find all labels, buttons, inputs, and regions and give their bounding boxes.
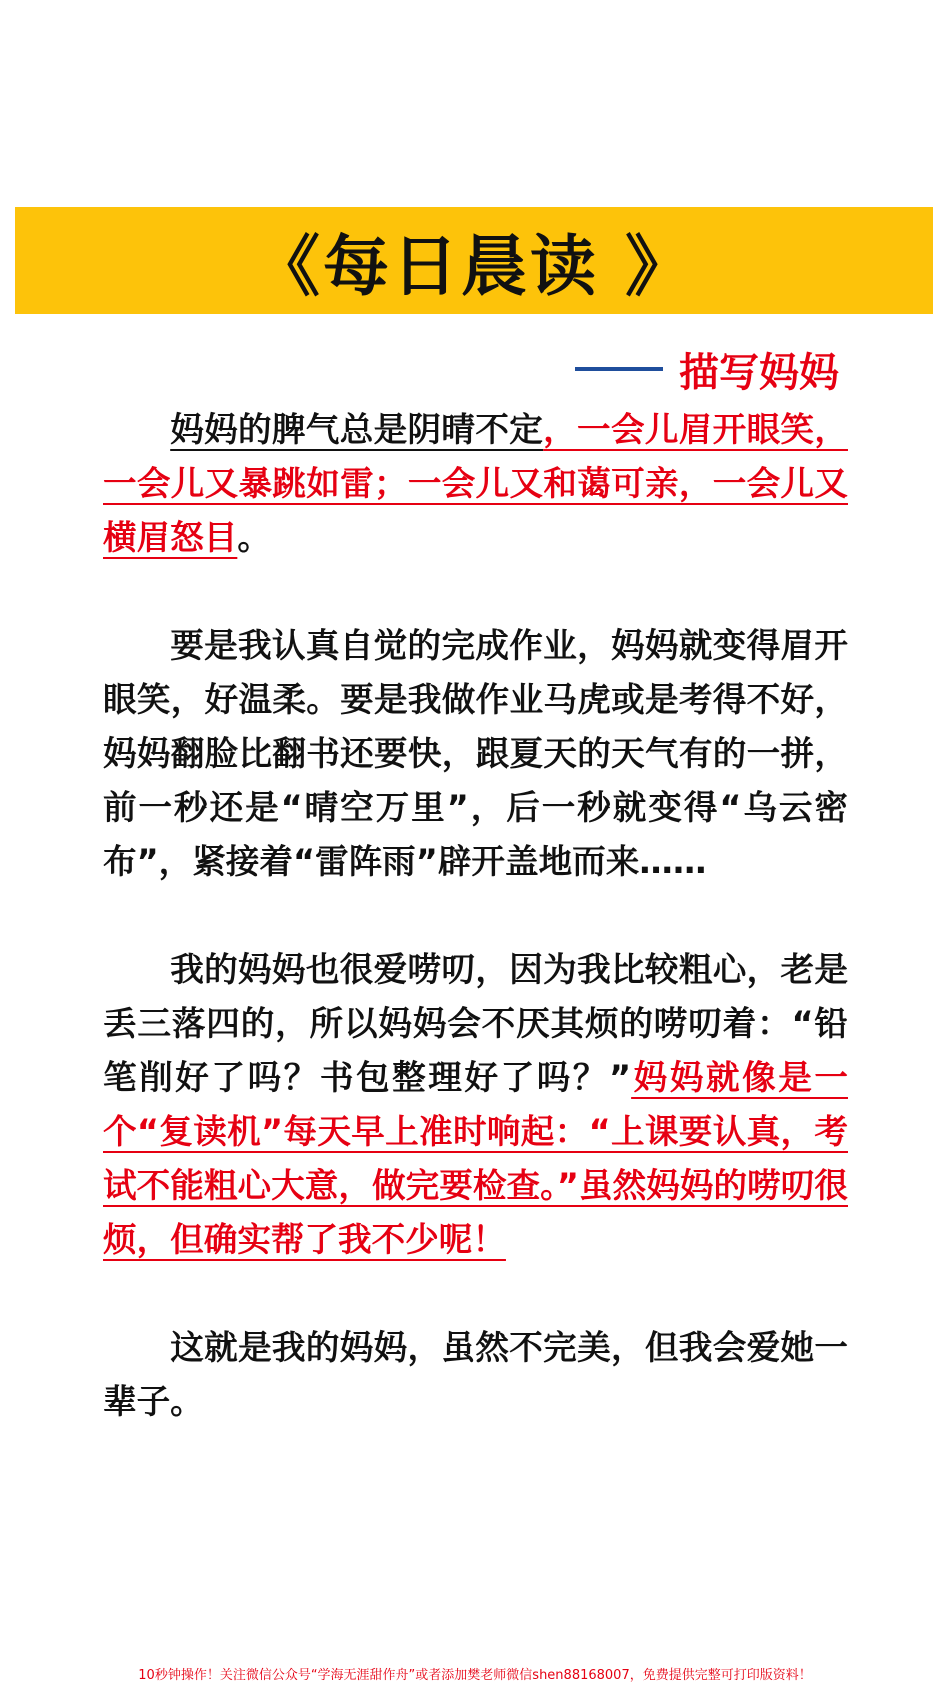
paragraph-1-lead: 妈妈的脾气总是阴晴不定 (170, 410, 544, 449)
subtitle-row (575, 344, 839, 394)
footer-notice: 10秒钟操作！关注微信公众号“学海无涯甜作舟”或者添加樊老师微信shen88168007，免费提供完整可打印版资料！ (138, 1668, 812, 1683)
article-body (103, 403, 848, 1429)
paragraph-4-text: 这就是我的妈妈，虽然不完美，但我会爱她一辈子。 (103, 1328, 848, 1421)
title-banner (15, 207, 933, 314)
subtitle: 描写妈妈 (679, 349, 839, 396)
paragraph-3-text: 我的妈妈也很爱唠叨，因为我比较粗心，老是丢三落四的，所以妈妈会不厌其烦的唠叨着：“铅笔削好了吗？书包整理好了吗？” (103, 950, 848, 1097)
paragraph-3 (103, 943, 848, 1267)
paragraph-2 (103, 619, 848, 889)
page-title: 《每日晨读 》 (254, 228, 694, 305)
subtitle-dash (575, 367, 663, 371)
paragraph-3-highlight: 妈妈就像是一个“复读机”每天早上准时响起：“上课要认真，考试不能粗心大意，做完要检查。”虽然妈妈的唠叨很烦，但确实帮了我不少呢！ (103, 1058, 848, 1259)
paragraph-1 (103, 403, 848, 565)
paragraph-1-end: 。 (237, 518, 271, 557)
paragraph-1-highlight: ，一会儿眉开眼笑，一会儿又暴跳如雷；一会儿又和蔼可亲，一会儿又横眉怒目 (103, 410, 848, 557)
paragraph-2-text: 要是我认真自觉的完成作业，妈妈就变得眉开眼笑，好温柔。要是我做作业马虎或是考得不好，妈妈翻脸比翻书还要快，跟夏天的天气有的一拼，前一秒还是“晴空万里”，后一秒就变得“乌云密布”，紧接着“雷阵雨”辟开盖地而来…… (103, 626, 848, 881)
paragraph-4 (103, 1321, 848, 1429)
